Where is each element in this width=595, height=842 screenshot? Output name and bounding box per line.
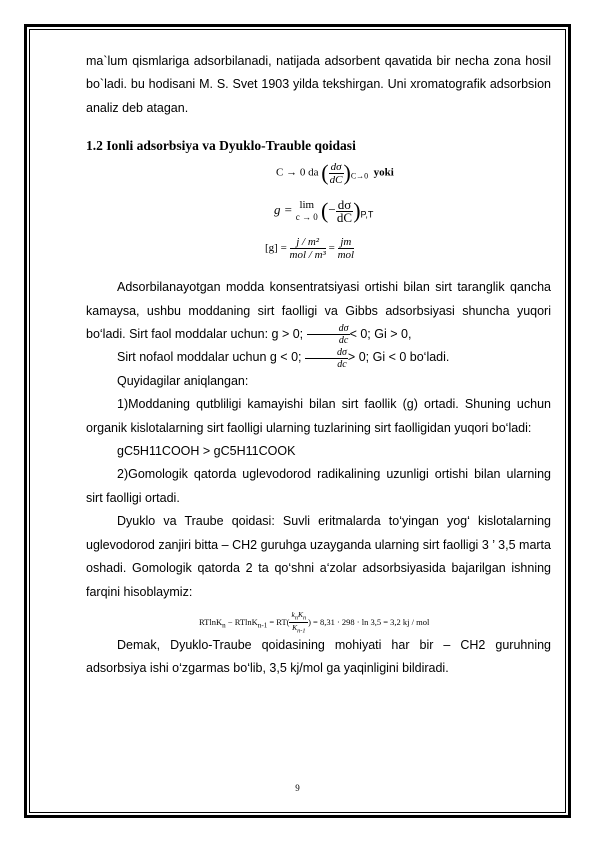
para3-text-b: > 0; Gi < 0 bo‘ladi.: [347, 350, 450, 365]
paragraph-intro: ma`lum qismlariga adsorbilanadi, natijada adsorbent qavatida bir necha zona hosil bo`ladi. bu hodisani M. S. Svet 1903 yilda tekshirgan. Uni xromatografik adsorbsion analiz deb atagan.: [86, 54, 551, 115]
formula4-ln-num: k: [291, 609, 295, 619]
formula3-den1: mol / m³: [289, 249, 326, 262]
para3-frac-num: dσ: [305, 347, 348, 359]
formula-units: [265, 236, 354, 261]
formula4-eq1: = RT(: [267, 616, 290, 627]
formula4-mid: − RTlnK: [225, 616, 258, 627]
formula4-tail: ) = 8,31 · 298 · ln 3,5 = 3,2 kj / mol: [308, 616, 430, 627]
formula-block: [86, 158, 551, 276]
formula4-ln-num-sub: n: [294, 614, 298, 622]
formula4-ln-den: K: [292, 623, 298, 633]
formula1-word: yoki: [373, 166, 394, 179]
formula3-num2: jm: [338, 236, 355, 249]
formula1-num: dσ: [330, 160, 342, 173]
para2-text-a: Adsorbilanayotgan modda konsentratsiyasi ortishi bilan sirt taranglik qancha kamaysa, ushbu moddaning sirt faolligi va Gibbs adsorbsiyasi shuncha yuqori bo‘ladi. Sirt faol moddalar uchun: g > 0;: [86, 280, 551, 342]
paragraph-traube-rule: Dyuklo va Traube qoidasi: Suvli eritmalarda to‘yingan yog‘ kislotalarning uglevodorod zanjiri bitta – CH2 guruhga uzayganda ularning sirt faolligi 3 ’ 3,5 marta oshadi. Gomologik qatorda 2 ta qo‘shni a‘zolar adsorbsiyasida bajarilgan ishning farqini hisoblaymiz:: [86, 514, 551, 599]
formula2-num: dσ: [337, 196, 352, 212]
paragraph-surface-active: [86, 276, 551, 346]
formula2-limsub: c → 0: [295, 212, 318, 223]
paragraph-comparison: gC5H11COOH > gC5H11COOK: [117, 444, 296, 459]
formula2-sub: P,T: [360, 209, 374, 220]
paragraph-conclusion: Demak, Dyuklo-Traube qoidasining mohiyati har bir – CH2 guruhning adsorbsiya ishi o‘zgarmas bo‘lib, 3,5 kj/mol ga yaqinligini bildiradi.: [86, 637, 551, 676]
formula2-lim: lim: [299, 199, 315, 212]
formula4-ln-num2: K: [297, 609, 303, 619]
formula3-num1: j / m²: [290, 236, 326, 249]
paragraph-determined: Quyidagilar aniqlangan:: [117, 373, 249, 388]
formula2-minus: −: [328, 202, 336, 218]
formula4-ln-num2-sub: n: [302, 614, 307, 622]
formula3-eq: =: [328, 242, 335, 255]
para3-text-a: Sirt nofaol moddalar uchun g < 0;: [117, 350, 302, 365]
formula3-lhs: [g] =: [265, 242, 287, 255]
formula1-den: dC: [329, 173, 343, 186]
paragraph-rule-2: 2)Gomologik qatorda uglevodorod radikalining uzunligi ortishi bilan ularning sirt faolligi ortadi.: [86, 467, 551, 505]
formula-limit-condition: C → 0 da ( $\frac{d\sigma}{dC}$ )$_{C\to 0}$ yoki: [276, 160, 394, 186]
page-number: 9: [295, 783, 300, 793]
paragraph-rule-1: 1)Moddaning qutbliligi kamayishi bilan sirt faollik (g) ortadi. Shuning uchun organik kislotalarning sirt faolligi ularning tuzlarining sirt faolligidan yuqori bo‘ladi:: [86, 397, 551, 435]
para2-frac-den: dc: [338, 335, 349, 347]
formula1-sub: C→0: [350, 171, 369, 181]
formula-work-difference: [86, 604, 551, 634]
page-content: [86, 50, 551, 681]
formula-gibbs-limit: g = lim c → 0 (− $\frac{d\sigma}{dC}$ )$_{P,T}$: [274, 196, 374, 225]
section-heading: 1.2 Ionli adsorbsiya va Dyuklo-Trauble qoidasi: [86, 138, 356, 154]
para3-frac-den: dc: [337, 358, 347, 370]
paragraph-surface-inactive: [86, 346, 551, 369]
formula2-lhs: g =: [274, 202, 293, 218]
para2-frac-num: dσ: [307, 323, 350, 335]
formula2-den: dC: [336, 209, 353, 225]
para2-text-b: < 0; Gi > 0,: [349, 327, 412, 342]
formula4-left: RTlnK: [199, 616, 223, 627]
formula1-lhs: C → 0 da: [276, 166, 319, 179]
formula3-den2: mol: [337, 249, 355, 262]
formula4-ln-den-sub: n-1: [297, 627, 306, 635]
formula4-sub-n1: n-1: [257, 621, 268, 630]
formula4-sub-n: n: [222, 621, 226, 630]
